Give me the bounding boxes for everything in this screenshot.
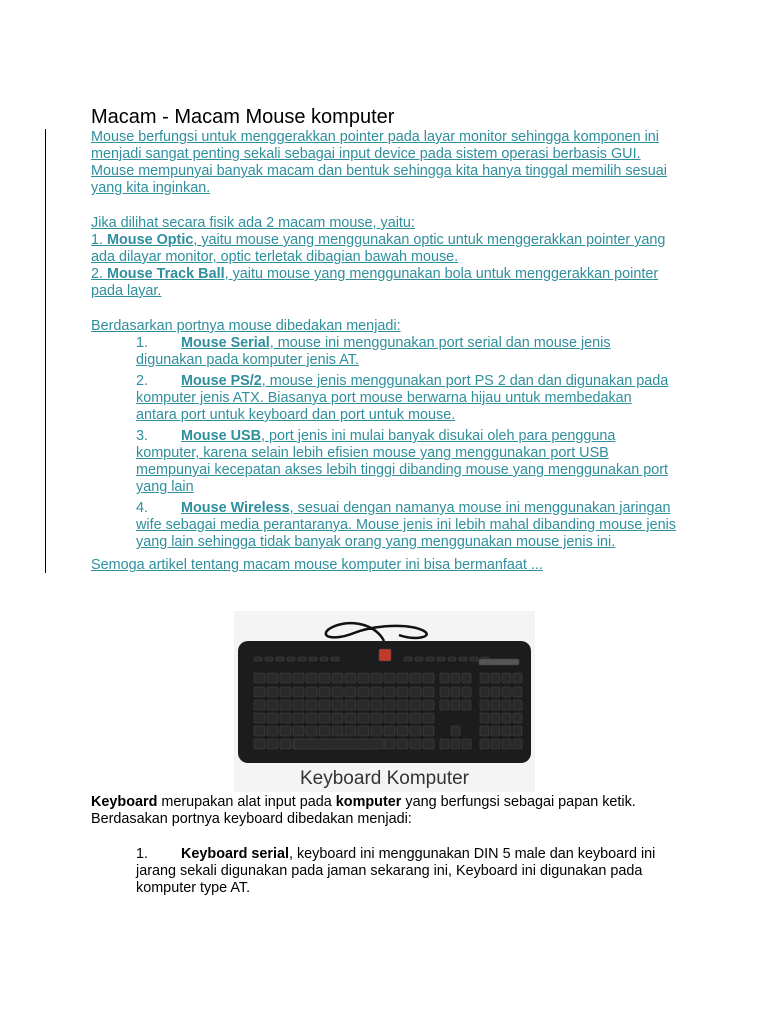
key-shape — [440, 687, 449, 697]
keyboard-definition — [91, 794, 691, 811]
key-shape — [267, 713, 278, 723]
key-shape — [294, 739, 384, 749]
key-shape — [345, 673, 356, 683]
key-shape — [513, 687, 522, 697]
item-number: 4. — [136, 500, 149, 516]
key-shape — [470, 657, 478, 661]
key-shape — [448, 657, 456, 661]
key-shape — [345, 700, 356, 710]
keyword-komputer: komputer — [335, 794, 402, 810]
key-shape — [254, 726, 265, 736]
key-shape — [358, 687, 369, 697]
item-desc: , port jenis ini mulai banyak disukai oleh para pengguna komputer, karena selain lebih efisien mouse yang menggunakan port USB mempunyai kecepatan akses lebih tinggi dibanding mouse yang menggunakan port yang lain — [136, 428, 669, 495]
key-shape — [331, 657, 339, 661]
key-shape — [254, 713, 265, 723]
key-shape — [423, 713, 434, 723]
key-shape — [306, 713, 317, 723]
list-item-mouse-serial[interactable] — [136, 335, 676, 369]
item-desc: , keyboard ini menggunakan DIN 5 male dan keyboard ini jarang sekali digunakan pada jaman sekarang ini, Keyboard ini digunakan pada komputer type AT. — [136, 846, 656, 896]
list-item-mouse-ps2[interactable] — [136, 373, 676, 424]
key-shape — [480, 687, 489, 697]
key-shape — [502, 739, 511, 749]
key-shape — [491, 739, 500, 749]
key-shape — [345, 726, 356, 736]
key-shape — [480, 673, 489, 683]
key-shape — [306, 673, 317, 683]
key-shape — [254, 739, 265, 749]
closing-link[interactable]: Semoga artikel tentang macam mouse komputer ini bisa bermanfaat ... — [91, 557, 543, 573]
list-item-mouse-wireless[interactable] — [136, 500, 676, 551]
key-shape — [319, 673, 330, 683]
key-shape — [410, 687, 421, 697]
key-shape — [480, 713, 489, 723]
item-prefix: 1. — [91, 232, 107, 248]
key-shape — [397, 726, 408, 736]
key-shape — [267, 700, 278, 710]
key-shape — [440, 739, 449, 749]
key-shape — [440, 673, 449, 683]
margin-change-bar — [45, 129, 46, 573]
physical-lead[interactable]: Jika dilihat secara fisik ada 2 macam mouse, yaitu: — [91, 215, 415, 231]
keyword-keyboard: Keyboard — [91, 794, 158, 810]
keyboard-port-lead: Berdasakan portnya keyboard dibedakan menjadi: — [91, 811, 412, 827]
key-shape — [293, 700, 304, 710]
item-desc: , sesuai dengan namanya mouse ini menggunakan jaringan wife sebagai media perantaranya. Mouse jenis ini lebih mahal dibanding mouse jenis yang lain sehingga tidak banyak orang yang menggunakan mouse jenis ini. — [136, 500, 676, 550]
keyboard-intro — [91, 794, 691, 828]
key-shape — [358, 673, 369, 683]
key-shape — [332, 713, 343, 723]
intro-line-2[interactable]: Mouse mempunyai banyak macam dan bentuk sehingga kita hanya tinggal memilih sesuai yang kita inginkan. — [91, 163, 667, 196]
list-item-mouse-track-ball[interactable] — [91, 266, 681, 300]
figure-caption: Keyboard Komputer — [300, 768, 469, 789]
key-shape — [397, 713, 408, 723]
key-shape — [502, 673, 511, 683]
key-shape — [293, 673, 304, 683]
port-lead[interactable]: Berdasarkan portnya mouse dibedakan menjadi: — [91, 318, 401, 334]
key-shape — [267, 739, 278, 749]
key-shape — [410, 673, 421, 683]
key-shape — [345, 713, 356, 723]
text-fragment: yang berfungsi sebagai papan ketik. — [401, 794, 636, 810]
key-shape — [410, 726, 421, 736]
key-shape — [462, 739, 471, 749]
key-shape — [502, 726, 511, 736]
key-shape — [267, 687, 278, 697]
key-shape — [491, 726, 500, 736]
item-number: 2. — [136, 373, 149, 389]
key-shape — [397, 700, 408, 710]
key-shape — [293, 713, 304, 723]
key-shape — [332, 687, 343, 697]
key-shape — [358, 700, 369, 710]
intro-line-1[interactable]: Mouse berfungsi untuk menggerakkan pointer pada layar monitor sehingga komponen ini menjadi sangat penting sekali sebagai input device pada sistem operasi berbasis GUI. — [91, 129, 659, 162]
key-shape — [513, 739, 522, 749]
key-shape — [451, 726, 460, 736]
key-shape — [423, 739, 434, 749]
key-shape — [384, 673, 395, 683]
key-shape — [502, 713, 511, 723]
list-item-mouse-optic[interactable] — [91, 232, 681, 266]
key-shape — [384, 700, 395, 710]
page-title: Macam - Macam Mouse komputer — [91, 106, 395, 128]
key-shape — [513, 673, 522, 683]
key-shape — [423, 673, 434, 683]
keyboard-figure — [234, 611, 535, 792]
key-shape — [502, 687, 511, 697]
key-shape — [287, 657, 295, 661]
key-shape — [479, 659, 519, 665]
key-shape — [293, 687, 304, 697]
key-shape — [397, 687, 408, 697]
key-shape — [332, 700, 343, 710]
key-shape — [267, 726, 278, 736]
item-name: Mouse PS/2 — [181, 373, 262, 389]
key-shape — [254, 700, 265, 710]
item-name: Mouse Track Ball — [107, 266, 225, 282]
key-shape — [379, 649, 391, 661]
key-shape — [276, 657, 284, 661]
key-shape — [358, 713, 369, 723]
item-desc: , mouse ini menggunakan port serial dan mouse jenis digunakan pada komputer jenis AT. — [136, 335, 611, 368]
list-item-keyboard-serial — [136, 846, 676, 897]
key-shape — [332, 673, 343, 683]
item-number: 1. — [136, 335, 149, 351]
key-shape — [491, 687, 500, 697]
item-desc: , yaitu mouse yang menggunakan optic untuk menggerakkan pointer yang ada dilayar monitor, optic terletak dibagian bawah mouse. — [91, 232, 666, 265]
key-shape — [280, 687, 291, 697]
key-shape — [415, 657, 423, 661]
key-shape — [462, 687, 471, 697]
key-shape — [404, 657, 412, 661]
item-desc: , yaitu mouse yang menggunakan bola untuk menggerakkan pointer pada layar. — [91, 266, 659, 299]
item-name: Keyboard serial — [181, 846, 289, 862]
key-shape — [345, 687, 356, 697]
key-shape — [298, 657, 306, 661]
key-shape — [319, 726, 330, 736]
key-shape — [306, 687, 317, 697]
key-shape — [491, 673, 500, 683]
key-shape — [397, 739, 408, 749]
key-shape — [306, 700, 317, 710]
key-shape — [513, 700, 522, 710]
key-shape — [319, 687, 330, 697]
key-shape — [371, 713, 382, 723]
key-shape — [440, 700, 449, 710]
key-shape — [451, 673, 460, 683]
key-shape — [451, 687, 460, 697]
key-shape — [319, 713, 330, 723]
key-shape — [480, 726, 489, 736]
key-shape — [280, 673, 291, 683]
key-shape — [371, 700, 382, 710]
item-number: 3. — [136, 428, 149, 444]
key-shape — [332, 726, 343, 736]
item-name: Mouse Wireless — [181, 500, 290, 516]
key-shape — [254, 673, 265, 683]
key-shape — [502, 700, 511, 710]
key-shape — [306, 726, 317, 736]
key-shape — [265, 657, 273, 661]
item-prefix: 2. — [91, 266, 107, 282]
key-shape — [384, 687, 395, 697]
item-name: Mouse Optic — [107, 232, 194, 248]
key-shape — [280, 739, 291, 749]
key-shape — [410, 713, 421, 723]
key-shape — [426, 657, 434, 661]
key-shape — [384, 713, 395, 723]
key-shape — [410, 700, 421, 710]
key-shape — [491, 700, 500, 710]
key-shape — [280, 700, 291, 710]
key-shape — [410, 739, 421, 749]
item-number: 1. — [136, 846, 149, 862]
key-shape — [309, 657, 317, 661]
key-shape — [358, 726, 369, 736]
list-item-mouse-usb[interactable] — [136, 428, 676, 496]
key-shape — [423, 687, 434, 697]
key-shape — [371, 673, 382, 683]
physical-types-section[interactable] — [91, 215, 681, 300]
key-shape — [384, 726, 395, 736]
key-shape — [437, 657, 445, 661]
key-shape — [451, 700, 460, 710]
key-shape — [513, 713, 522, 723]
key-shape — [320, 657, 328, 661]
key-shape — [384, 739, 395, 749]
key-shape — [480, 739, 489, 749]
key-shape — [267, 673, 278, 683]
key-shape — [280, 726, 291, 736]
key-shape — [480, 700, 489, 710]
item-name: Mouse Serial — [181, 335, 270, 351]
keyboard-illustration — [234, 611, 535, 771]
key-shape — [423, 700, 434, 710]
key-shape — [397, 673, 408, 683]
text-fragment: merupakan alat input pada — [157, 794, 336, 810]
key-shape — [293, 726, 304, 736]
key-shape — [371, 687, 382, 697]
key-shape — [462, 700, 471, 710]
cable-shape — [326, 623, 427, 641]
key-shape — [423, 726, 434, 736]
key-shape — [319, 700, 330, 710]
key-shape — [451, 739, 460, 749]
item-desc: , mouse jenis menggunakan port PS 2 dan dan digunakan pada komputer jenis ATX. Biasanya port mouse berwarna hijau untuk membedakan antara port untuk keyboard dan port untuk mouse. — [136, 373, 669, 423]
key-shape — [254, 657, 262, 661]
key-shape — [254, 687, 265, 697]
key-shape — [371, 726, 382, 736]
item-name: Mouse USB — [181, 428, 261, 444]
key-shape — [462, 673, 471, 683]
key-shape — [513, 726, 522, 736]
key-shape — [280, 713, 291, 723]
key-shape — [491, 713, 500, 723]
key-shape — [459, 657, 467, 661]
intro-paragraph[interactable] — [91, 129, 681, 197]
